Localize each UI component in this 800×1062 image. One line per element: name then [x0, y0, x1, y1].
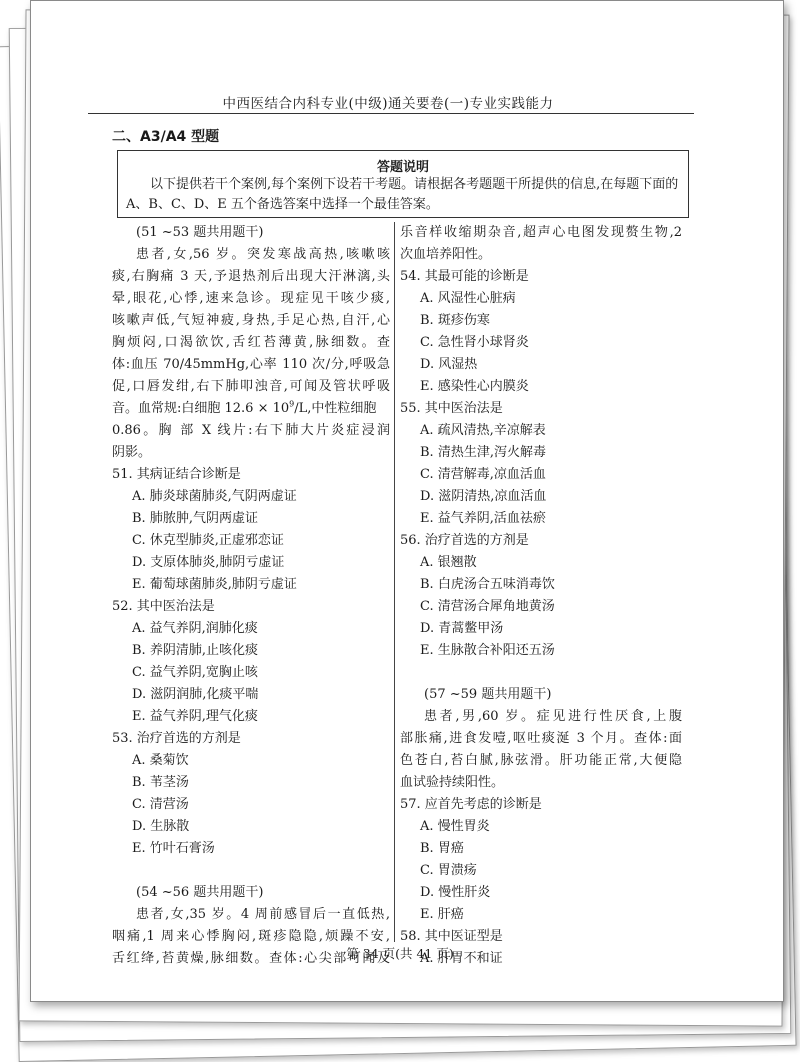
answer-option[interactable]: D. 生脉散 [132, 819, 190, 834]
answer-option[interactable]: D. 青蒿鳖甲汤 [420, 621, 504, 636]
answer-option[interactable]: C. 清营解毒,凉血活血 [420, 467, 546, 482]
answer-option[interactable]: E. 生脉散合补阳还五汤 [420, 643, 555, 658]
answer-option[interactable]: C. 清营汤 [132, 797, 189, 812]
answer-option[interactable]: D. 慢性肝炎 [420, 885, 491, 900]
page-header: 中西医结合内科专业(中级)通关要卷(一)专业实践能力 [222, 96, 554, 112]
instructions-box [117, 150, 689, 218]
case-text-line: 部胀痛,进食发噎,呕吐痰涎 3 个月。查体:面 [400, 731, 682, 746]
wbc-unit-text: /L,中性粒细胞 [294, 401, 377, 416]
spacer [112, 860, 390, 882]
header-rule [88, 113, 694, 114]
case-text-line: 胸烦闷,口渴欲饮,舌红苔薄黄,脉细数。查 [112, 335, 390, 350]
case-text-line: 患者,男,60 岁。症见进行性厌食,上腹 [424, 709, 682, 724]
case-text-line: 体:血压 70/45mmHg,心率 110 次/分,呼吸急 [112, 357, 390, 372]
answer-option[interactable]: A. 慢性胃炎 [420, 819, 490, 834]
question-stem: 58. 其中医证型是 [400, 929, 503, 944]
question-stem: 56. 治疗首选的方剂是 [400, 533, 529, 548]
answer-option[interactable]: B. 白虎汤合五味消毒饮 [420, 577, 555, 592]
answer-option[interactable]: C. 胃溃疡 [420, 863, 477, 878]
answer-option[interactable]: C. 益气养阴,宽胸止咳 [132, 665, 258, 680]
answer-option[interactable]: A. 疏风清热,辛凉解表 [420, 423, 546, 438]
answer-option[interactable]: B. 清热生津,泻火解毒 [420, 445, 546, 460]
case-text-line: 患者,女,35 岁。4 周前感冒后一直低热, [136, 907, 390, 922]
answer-option[interactable]: D. 滋阴润肺,化痰平喘 [132, 687, 259, 702]
answer-option[interactable]: E. 葡萄球菌肺炎,肺阴亏虚证 [132, 577, 297, 592]
answer-option[interactable]: C. 急性肾小球肾炎 [420, 335, 529, 350]
answer-option[interactable]: A. 桑菊饮 [132, 753, 189, 768]
answer-option[interactable]: A. 肺炎球菌肺炎,气阴两虚证 [132, 489, 297, 504]
answer-option[interactable]: C. 清营汤合犀角地黄汤 [420, 599, 555, 614]
answer-option[interactable]: B. 斑疹伤寒 [420, 313, 490, 328]
case-text-line: 舌红绛,苔黄燥,脉细数。查体:心尖部可闻及 [112, 951, 390, 966]
left-column [112, 222, 390, 970]
exponent: 9 [289, 399, 295, 409]
answer-option[interactable]: E. 益气养阴,活血祛瘀 [420, 511, 546, 526]
answer-option[interactable]: A. 风湿性心脏病 [420, 291, 516, 306]
case-text-line: 次血培养阳性。 [400, 247, 492, 262]
answer-option[interactable]: B. 苇茎汤 [132, 775, 189, 790]
answer-option[interactable]: A. 益气养阴,润肺化痰 [132, 621, 258, 636]
question-stem: 52. 其中医治法是 [112, 599, 215, 614]
case-text-line: 0.86。胸 部 X 线片:右下肺大片炎症浸润 [112, 423, 390, 438]
case-text-line: 血试验持续阳性。 [400, 775, 505, 790]
case-text-line: 痰,右胸痛 3 天,予退热剂后出现大汗淋漓,头 [112, 269, 390, 284]
case-text-line: 阴影。 [112, 445, 152, 460]
case-text-line: 促,口唇发绀,右下肺叩浊音,可闻及管状呼吸 [112, 379, 390, 394]
case-text-line: 患者,女,56 岁。突发寒战高热,咳嗽咳 [136, 247, 390, 262]
page-footer: 第 34 页(共 41 页) [346, 946, 454, 961]
case-text-line: 咽痛,1 周来心悸胸闷,斑疹隐隐,烦躁不安, [112, 929, 390, 944]
question-stem: 55. 其中医治法是 [400, 401, 503, 416]
instructions-body: 以下提供若干个案例,每个案例下设若干考题。请根据各考题题干所提供的信息,在每题下面的 A、B、C、D、E 五个备选答案中选择一个最佳答案。 [126, 177, 679, 212]
case-text-line: 乐音样收缩期杂音,超声心电图发现赘生物,2 [400, 225, 682, 240]
question-stem: 53. 治疗首选的方剂是 [112, 731, 241, 746]
answer-option[interactable]: D. 支原体肺炎,肺阴亏虚证 [132, 555, 285, 570]
answer-option[interactable]: E. 感染性心内膜炎 [420, 379, 529, 394]
answer-option[interactable]: D. 风湿热 [420, 357, 478, 372]
answer-option[interactable]: B. 胃癌 [420, 841, 464, 856]
right-column [400, 222, 682, 970]
case-text-line: 咳嗽声低,气短神疲,身热,手足心热,自汗,心 [112, 313, 390, 328]
spacer [400, 662, 682, 684]
case-text-line: 晕,眼花,心悸,速来急诊。现症见干咳少痰, [112, 291, 390, 306]
question-stem: 57. 应首先考虑的诊断是 [400, 797, 542, 812]
column-divider [394, 222, 395, 942]
answer-option[interactable]: C. 休克型肺炎,正虚邪恋证 [132, 533, 284, 548]
case-text-line: 色苍白,苔白腻,脉弦滑。肝功能正常,大便隐 [400, 753, 682, 768]
answer-option[interactable]: D. 滋阴清热,凉血活血 [420, 489, 547, 504]
case-heading: (57 ~59 题共用题干) [424, 687, 552, 702]
question-stem: 51. 其病证结合诊断是 [112, 467, 241, 482]
answer-option[interactable]: E. 益气养阴,理气化痰 [132, 709, 258, 724]
answer-option[interactable]: B. 肺脓肿,气阴两虚证 [132, 511, 258, 526]
answer-option[interactable]: E. 竹叶石膏汤 [132, 841, 215, 856]
instructions-title: 答题说明 [376, 160, 429, 175]
answer-option[interactable]: B. 养阴清肺,止咳化痰 [132, 643, 258, 658]
answer-option[interactable]: A. 肝胃不和证 [420, 951, 503, 966]
case-heading: (51 ~53 题共用题干) [136, 225, 264, 240]
case-text-line [112, 398, 390, 420]
answer-option[interactable]: A. 银翘散 [420, 555, 477, 570]
section-title: 二、A3/A4 型题 [112, 129, 220, 145]
case-heading: (54 ~56 题共用题干) [136, 885, 264, 900]
answer-option[interactable]: E. 肝癌 [420, 907, 464, 922]
wbc-text: 音。血常规:白细胞 12.6 × 10 [112, 401, 290, 416]
question-stem: 54. 其最可能的诊断是 [400, 269, 529, 284]
